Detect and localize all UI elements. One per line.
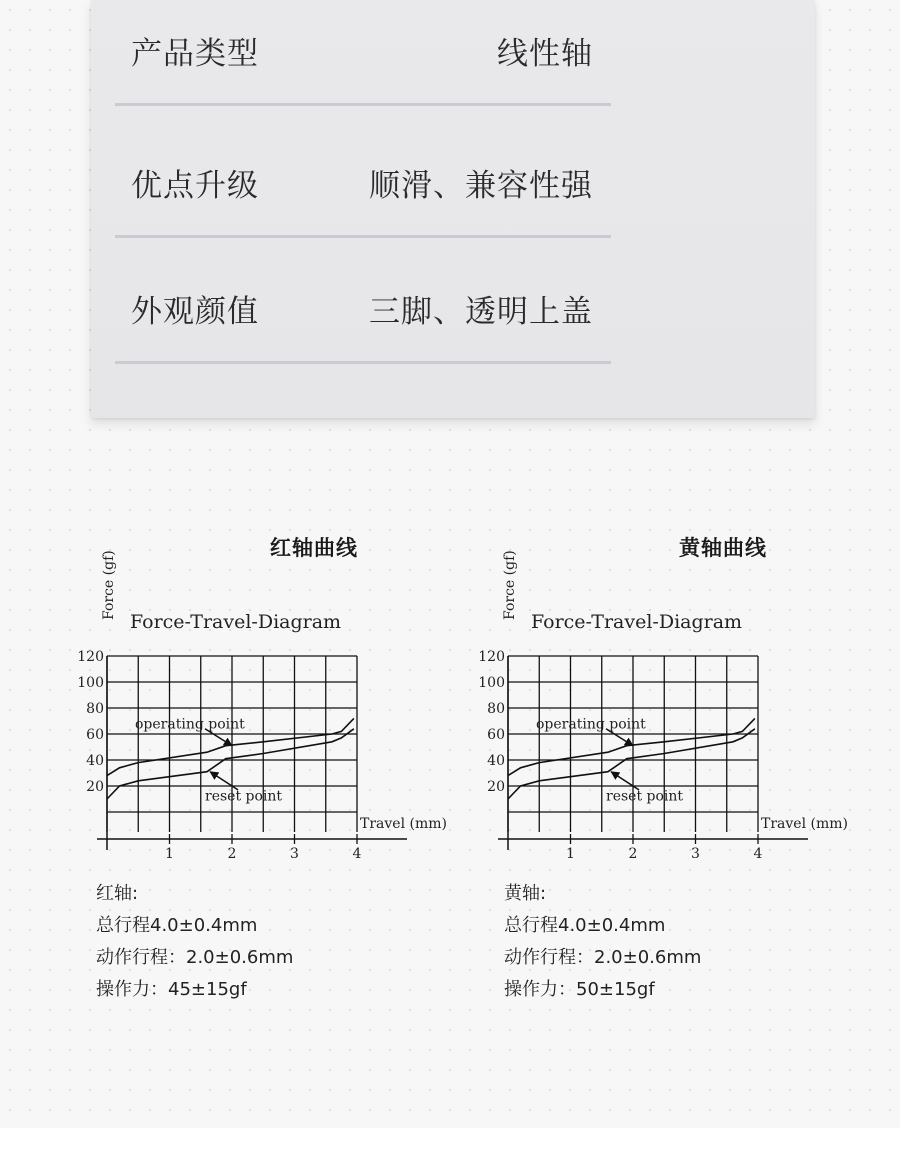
switch-name: 红轴:	[96, 883, 139, 904]
y-axis-label: Force (gf)	[502, 550, 518, 620]
chart-red-switch	[70, 520, 470, 880]
spec-row-type	[115, 18, 611, 78]
actuation-travel: 动作行程：2.0±0.6mm	[504, 947, 702, 968]
bottom-strip	[0, 1128, 900, 1152]
chart-subtitle: Force-Travel-Diagram	[531, 611, 743, 633]
y-tick-label: 20	[86, 779, 104, 795]
y-tick-label: 60	[487, 727, 505, 743]
y-tick-label: 100	[77, 675, 104, 691]
divider	[115, 235, 611, 238]
spec-label: 外观颜值	[131, 294, 259, 330]
force-travel-chart	[471, 520, 871, 880]
switch-name: 黄轴:	[504, 883, 547, 904]
total-travel: 总行程4.0±0.4mm	[504, 915, 666, 936]
annotation-arrow	[611, 772, 639, 790]
chart-subtitle: Force-Travel-Diagram	[130, 611, 342, 633]
x-tick-label: 1	[566, 846, 575, 862]
spec-value: 顺滑、兼容性强	[369, 168, 593, 204]
spec-value: 三脚、透明上盖	[369, 294, 593, 330]
force-travel-chart	[70, 520, 470, 880]
y-tick-label: 40	[86, 753, 104, 769]
annotation-label: reset point	[205, 788, 283, 805]
y-tick-label: 20	[487, 779, 505, 795]
x-tick-label: 3	[691, 846, 700, 862]
x-axis-label: Travel (mm)	[360, 816, 447, 832]
spec-value: 线性轴	[497, 36, 593, 72]
actuation-force: 操作力：45±15gf	[96, 979, 247, 1000]
x-tick-label: 1	[165, 846, 174, 862]
x-tick-label: 2	[628, 846, 638, 862]
x-axis-label: Travel (mm)	[761, 816, 848, 832]
y-tick-label: 80	[86, 701, 104, 717]
annotation-label: operating point	[536, 716, 646, 733]
spec-row-upgrade	[115, 150, 611, 210]
chart-title: 黄轴曲线	[679, 536, 767, 560]
y-axis-label: Force (gf)	[101, 550, 117, 620]
x-tick-label: 4	[753, 846, 763, 862]
x-tick-label: 4	[352, 846, 362, 862]
annotation-arrow	[210, 772, 238, 790]
y-tick-label: 120	[77, 649, 104, 665]
y-tick-label: 60	[86, 727, 104, 743]
divider	[115, 361, 611, 364]
actuation-travel: 动作行程：2.0±0.6mm	[96, 947, 294, 968]
spec-label: 产品类型	[131, 36, 259, 72]
switch-spec-red	[96, 878, 293, 1006]
annotation-label: reset point	[606, 788, 684, 805]
divider	[115, 103, 611, 106]
annotation-label: operating point	[135, 716, 245, 733]
actuation-force: 操作力：50±15gf	[504, 979, 655, 1000]
y-tick-label: 100	[478, 675, 505, 691]
spec-label: 优点升级	[131, 168, 259, 204]
y-tick-label: 40	[487, 753, 505, 769]
chart-yellow-switch	[471, 520, 871, 880]
chart-title: 红轴曲线	[270, 536, 358, 560]
spec-row-appearance	[115, 276, 611, 336]
total-travel: 总行程4.0±0.4mm	[96, 915, 258, 936]
x-tick-label: 2	[227, 846, 237, 862]
switch-spec-yellow	[504, 878, 701, 1006]
x-tick-label: 3	[290, 846, 299, 862]
y-tick-label: 120	[478, 649, 505, 665]
y-tick-label: 80	[487, 701, 505, 717]
